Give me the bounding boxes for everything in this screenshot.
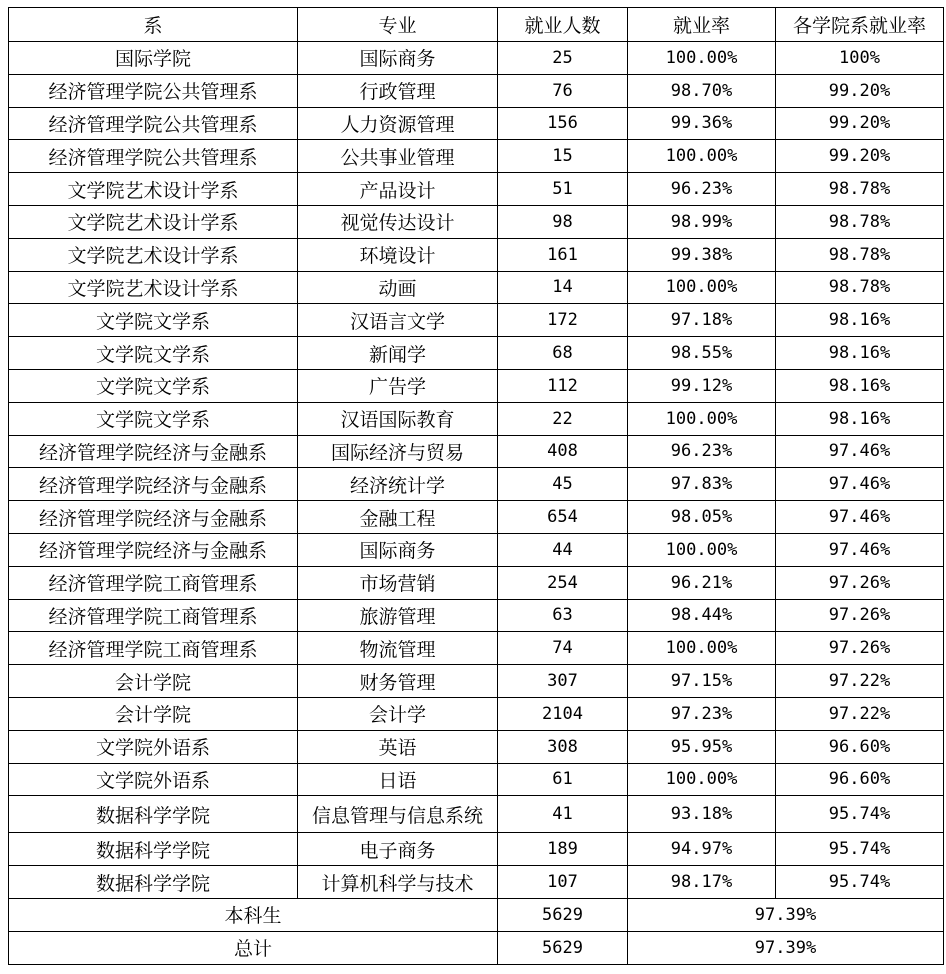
cell-college-rate: 95.74% xyxy=(776,866,944,899)
cell-major: 新闻学 xyxy=(298,337,498,370)
cell-college-rate: 98.16% xyxy=(776,304,944,337)
cell-employed-count: 254 xyxy=(498,566,628,599)
cell-employed-count: 76 xyxy=(498,74,628,107)
header-major: 专业 xyxy=(298,8,498,42)
table-row xyxy=(9,866,944,899)
cell-college-rate: 98.78% xyxy=(776,271,944,304)
cell-department: 经济管理学院经济与金融系 xyxy=(9,501,298,534)
cell-department: 数据科学学院 xyxy=(9,833,298,866)
cell-college-rate: 100% xyxy=(776,42,944,75)
cell-department: 经济管理学院公共管理系 xyxy=(9,140,298,173)
table-row xyxy=(9,435,944,468)
cell-employed-count: 654 xyxy=(498,501,628,534)
cell-department: 经济管理学院经济与金融系 xyxy=(9,533,298,566)
summary-rate: 97.39% xyxy=(628,931,944,964)
cell-employed-count: 161 xyxy=(498,238,628,271)
cell-college-rate: 97.26% xyxy=(776,632,944,665)
cell-employed-count: 74 xyxy=(498,632,628,665)
employment-table xyxy=(8,7,944,965)
cell-department: 经济管理学院经济与金融系 xyxy=(9,435,298,468)
cell-major: 物流管理 xyxy=(298,632,498,665)
cell-college-rate: 97.46% xyxy=(776,501,944,534)
summary-label: 本科生 xyxy=(9,898,498,931)
cell-major: 计算机科学与技术 xyxy=(298,866,498,899)
table-row xyxy=(9,402,944,435)
cell-major: 经济统计学 xyxy=(298,468,498,501)
cell-employment-rate: 97.15% xyxy=(628,665,776,698)
cell-department: 文学院外语系 xyxy=(9,730,298,763)
cell-employed-count: 63 xyxy=(498,599,628,632)
cell-major: 旅游管理 xyxy=(298,599,498,632)
cell-employed-count: 22 xyxy=(498,402,628,435)
cell-department: 文学院艺术设计学系 xyxy=(9,271,298,304)
table-row xyxy=(9,271,944,304)
cell-department: 文学院文学系 xyxy=(9,337,298,370)
cell-college-rate: 98.78% xyxy=(776,173,944,206)
summary-row-undergrad xyxy=(9,898,944,931)
cell-college-rate: 95.74% xyxy=(776,833,944,866)
cell-employment-rate: 100.00% xyxy=(628,271,776,304)
summary-row-total xyxy=(9,931,944,964)
cell-employed-count: 2104 xyxy=(498,697,628,730)
cell-employed-count: 45 xyxy=(498,468,628,501)
cell-employment-rate: 100.00% xyxy=(628,42,776,75)
cell-college-rate: 97.46% xyxy=(776,468,944,501)
cell-employment-rate: 96.21% xyxy=(628,566,776,599)
header-row xyxy=(9,8,944,42)
cell-college-rate: 95.74% xyxy=(776,796,944,833)
cell-college-rate: 97.46% xyxy=(776,435,944,468)
cell-department: 文学院艺术设计学系 xyxy=(9,173,298,206)
table-row xyxy=(9,796,944,833)
cell-major: 公共事业管理 xyxy=(298,140,498,173)
summary-rate: 97.39% xyxy=(628,898,944,931)
cell-department: 数据科学学院 xyxy=(9,866,298,899)
table-row xyxy=(9,304,944,337)
cell-college-rate: 98.16% xyxy=(776,369,944,402)
cell-employed-count: 51 xyxy=(498,173,628,206)
cell-department: 文学院外语系 xyxy=(9,763,298,796)
cell-department: 经济管理学院公共管理系 xyxy=(9,74,298,107)
cell-department: 会计学院 xyxy=(9,665,298,698)
table-row xyxy=(9,697,944,730)
cell-major: 会计学 xyxy=(298,697,498,730)
cell-major: 动画 xyxy=(298,271,498,304)
cell-employment-rate: 99.38% xyxy=(628,238,776,271)
table-row xyxy=(9,42,944,75)
table-row xyxy=(9,74,944,107)
cell-employed-count: 308 xyxy=(498,730,628,763)
cell-major: 行政管理 xyxy=(298,74,498,107)
cell-college-rate: 97.22% xyxy=(776,665,944,698)
cell-employment-rate: 100.00% xyxy=(628,763,776,796)
cell-employed-count: 44 xyxy=(498,533,628,566)
table-row xyxy=(9,599,944,632)
header-employed-count: 就业人数 xyxy=(498,8,628,42)
header-department: 系 xyxy=(9,8,298,42)
cell-employed-count: 107 xyxy=(498,866,628,899)
cell-employment-rate: 100.00% xyxy=(628,533,776,566)
cell-major: 国际经济与贸易 xyxy=(298,435,498,468)
cell-college-rate: 98.16% xyxy=(776,402,944,435)
cell-college-rate: 99.20% xyxy=(776,140,944,173)
cell-employed-count: 98 xyxy=(498,205,628,238)
cell-department: 文学院文学系 xyxy=(9,304,298,337)
table-row xyxy=(9,337,944,370)
cell-employment-rate: 98.70% xyxy=(628,74,776,107)
cell-department: 文学院艺术设计学系 xyxy=(9,205,298,238)
cell-employment-rate: 99.36% xyxy=(628,107,776,140)
cell-employed-count: 61 xyxy=(498,763,628,796)
table-row xyxy=(9,665,944,698)
cell-employment-rate: 94.97% xyxy=(628,833,776,866)
cell-employment-rate: 100.00% xyxy=(628,402,776,435)
cell-department: 文学院艺术设计学系 xyxy=(9,238,298,271)
cell-department: 数据科学学院 xyxy=(9,796,298,833)
summary-label: 总计 xyxy=(9,931,498,964)
cell-employment-rate: 97.83% xyxy=(628,468,776,501)
cell-major: 日语 xyxy=(298,763,498,796)
cell-employment-rate: 100.00% xyxy=(628,632,776,665)
cell-college-rate: 97.22% xyxy=(776,697,944,730)
cell-major: 电子商务 xyxy=(298,833,498,866)
cell-major: 人力资源管理 xyxy=(298,107,498,140)
cell-employment-rate: 98.05% xyxy=(628,501,776,534)
table-row xyxy=(9,763,944,796)
summary-count: 5629 xyxy=(498,898,628,931)
cell-employment-rate: 96.23% xyxy=(628,173,776,206)
cell-college-rate: 99.20% xyxy=(776,107,944,140)
summary-count: 5629 xyxy=(498,931,628,964)
cell-department: 经济管理学院工商管理系 xyxy=(9,566,298,599)
cell-major: 英语 xyxy=(298,730,498,763)
table-row xyxy=(9,730,944,763)
cell-college-rate: 98.16% xyxy=(776,337,944,370)
cell-employed-count: 156 xyxy=(498,107,628,140)
cell-employed-count: 41 xyxy=(498,796,628,833)
cell-major: 汉语言文学 xyxy=(298,304,498,337)
cell-employment-rate: 99.12% xyxy=(628,369,776,402)
cell-employment-rate: 98.17% xyxy=(628,866,776,899)
cell-employed-count: 68 xyxy=(498,337,628,370)
cell-employed-count: 408 xyxy=(498,435,628,468)
cell-department: 会计学院 xyxy=(9,697,298,730)
cell-employment-rate: 98.99% xyxy=(628,205,776,238)
cell-employed-count: 25 xyxy=(498,42,628,75)
cell-employment-rate: 95.95% xyxy=(628,730,776,763)
cell-employed-count: 112 xyxy=(498,369,628,402)
cell-college-rate: 97.46% xyxy=(776,533,944,566)
table-row xyxy=(9,468,944,501)
cell-employed-count: 307 xyxy=(498,665,628,698)
cell-major: 汉语国际教育 xyxy=(298,402,498,435)
cell-employment-rate: 97.18% xyxy=(628,304,776,337)
cell-employed-count: 172 xyxy=(498,304,628,337)
cell-major: 产品设计 xyxy=(298,173,498,206)
cell-employment-rate: 93.18% xyxy=(628,796,776,833)
table-row xyxy=(9,632,944,665)
table-row xyxy=(9,205,944,238)
cell-employment-rate: 97.23% xyxy=(628,697,776,730)
table-row xyxy=(9,140,944,173)
cell-department: 文学院文学系 xyxy=(9,369,298,402)
cell-employment-rate: 98.55% xyxy=(628,337,776,370)
table-row xyxy=(9,238,944,271)
cell-department: 文学院文学系 xyxy=(9,402,298,435)
cell-department: 经济管理学院工商管理系 xyxy=(9,599,298,632)
cell-college-rate: 96.60% xyxy=(776,730,944,763)
table-row xyxy=(9,566,944,599)
table-body xyxy=(9,42,944,899)
cell-employment-rate: 98.44% xyxy=(628,599,776,632)
cell-college-rate: 97.26% xyxy=(776,599,944,632)
cell-college-rate: 99.20% xyxy=(776,74,944,107)
table-row xyxy=(9,833,944,866)
table-row xyxy=(9,107,944,140)
cell-major: 视觉传达设计 xyxy=(298,205,498,238)
cell-college-rate: 97.26% xyxy=(776,566,944,599)
cell-major: 国际商务 xyxy=(298,533,498,566)
header-college-rate: 各学院系就业率 xyxy=(776,8,944,42)
cell-major: 国际商务 xyxy=(298,42,498,75)
table-row xyxy=(9,501,944,534)
cell-major: 广告学 xyxy=(298,369,498,402)
cell-college-rate: 98.78% xyxy=(776,238,944,271)
cell-employed-count: 14 xyxy=(498,271,628,304)
cell-college-rate: 98.78% xyxy=(776,205,944,238)
table-row xyxy=(9,533,944,566)
cell-employment-rate: 96.23% xyxy=(628,435,776,468)
table-row xyxy=(9,369,944,402)
cell-employed-count: 189 xyxy=(498,833,628,866)
table-row xyxy=(9,173,944,206)
cell-major: 信息管理与信息系统 xyxy=(298,796,498,833)
cell-department: 国际学院 xyxy=(9,42,298,75)
cell-college-rate: 96.60% xyxy=(776,763,944,796)
cell-major: 财务管理 xyxy=(298,665,498,698)
cell-department: 经济管理学院工商管理系 xyxy=(9,632,298,665)
cell-major: 金融工程 xyxy=(298,501,498,534)
cell-employed-count: 15 xyxy=(498,140,628,173)
cell-employment-rate: 100.00% xyxy=(628,140,776,173)
header-employment-rate: 就业率 xyxy=(628,8,776,42)
cell-department: 经济管理学院公共管理系 xyxy=(9,107,298,140)
cell-major: 环境设计 xyxy=(298,238,498,271)
cell-department: 经济管理学院经济与金融系 xyxy=(9,468,298,501)
cell-major: 市场营销 xyxy=(298,566,498,599)
